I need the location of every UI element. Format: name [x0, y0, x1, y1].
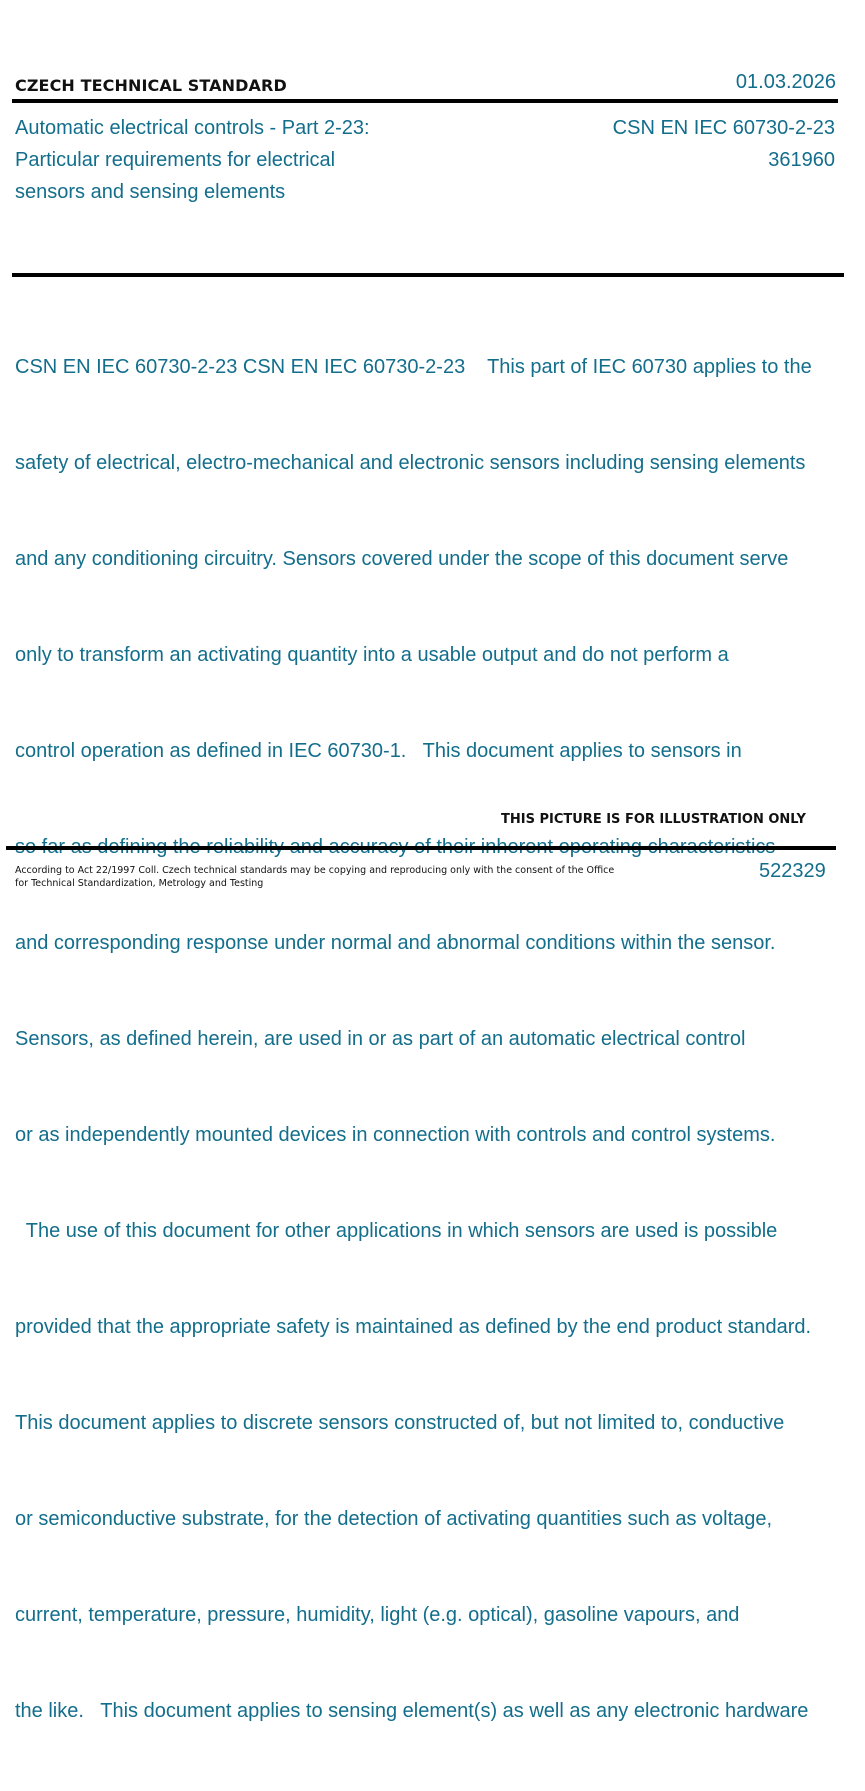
illustration-disclaimer: THIS PICTURE IS FOR ILLUSTRATION ONLY [501, 812, 806, 827]
abstract-line: current, temperature, pressure, humidity, light (e.g. optical), gasoline vapours, and [15, 1604, 740, 1626]
title-line: sensors and sensing elements [15, 181, 286, 203]
standard-code: CSN EN IEC 60730-2-23 [612, 117, 835, 139]
abstract-line: This document applies to discrete sensors constructed of, but not limited to, conductive [15, 1412, 785, 1434]
abstract-line: provided that the appropriate safety is maintained as defined by the end product standard. [15, 1316, 812, 1338]
document-id: 522329 [759, 860, 826, 882]
title-divider [12, 273, 844, 277]
abstract-line: and any conditioning circuitry. Sensors covered under the scope of this document serve [15, 548, 789, 570]
header-divider [12, 99, 838, 103]
title-line: Particular requirements for electrical [15, 149, 336, 171]
abstract-line: and corresponding response under normal and abnormal conditions within the sensor. [15, 932, 776, 954]
footer-divider [6, 846, 836, 850]
abstract-line: CSN EN IEC 60730-2-23 CSN EN IEC 60730-2-23 This part of IEC 60730 applies to the [15, 356, 812, 378]
catalog-number: 361960 [768, 149, 835, 171]
copyright-notice [15, 864, 614, 890]
abstract-line: Sensors, as defined herein, are used in or as part of an automatic electrical control [15, 1028, 746, 1050]
abstract-line: safety of electrical, electro-mechanical and electronic sensors including sensing elements [15, 452, 806, 474]
abstract-line: only to transform an activating quantity into a usable output and do not perform a [15, 644, 729, 666]
abstract-line: the like. This document applies to sensing element(s) as well as any electronic hardware [15, 1700, 809, 1722]
copyright-line: According to Act 22/1997 Coll. Czech technical standards may be copying and reproducing only with the consent of the Office [15, 865, 615, 876]
title-line: Automatic electrical controls - Part 2-23: [15, 117, 370, 139]
abstract-line: or as independently mounted devices in connection with controls and control systems. [15, 1124, 776, 1146]
abstract-line: or semiconductive substrate, for the detection of activating quantities such as voltage, [15, 1508, 773, 1530]
abstract-line: control operation as defined in IEC 60730-1. This document applies to sensors in [15, 740, 742, 762]
publication-date: 01.03.2026 [735, 71, 836, 93]
abstract-line: The use of this document for other applications in which sensors are used is possible [15, 1220, 778, 1242]
abstract-text [15, 287, 865, 1791]
copyright-line: for Technical Standardization, Metrology and Testing [15, 878, 264, 889]
standard-type-label: CZECH TECHNICAL STANDARD [15, 76, 287, 95]
